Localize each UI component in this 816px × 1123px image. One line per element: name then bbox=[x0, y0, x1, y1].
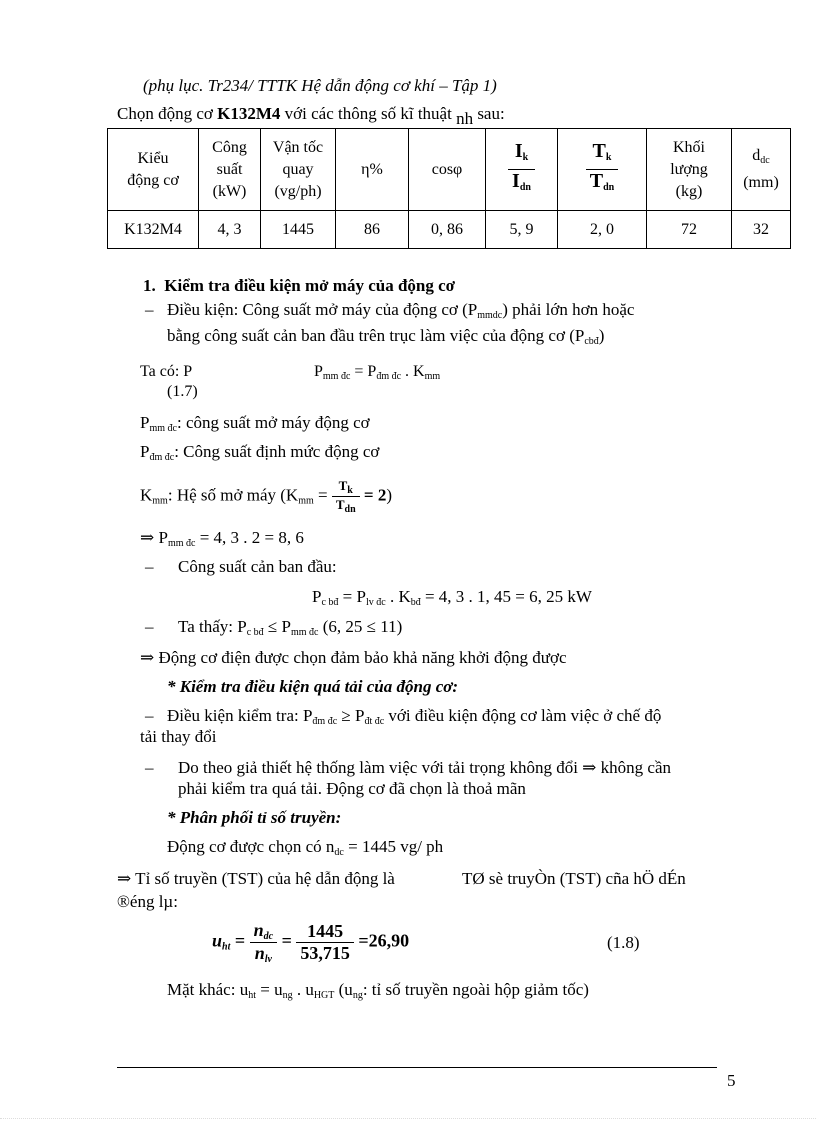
bullet-dash: – bbox=[145, 706, 154, 725]
footer-rule bbox=[117, 1067, 717, 1068]
page-bottom-divider bbox=[0, 1118, 816, 1119]
header-ik-ratio: $\frac{I_k}{I_{dn}}$ bbox=[486, 129, 558, 211]
calc-p-cbd: $P_{c bđ} = P_{lv đc}$ . $K_{bđ} = 4$, 3 . 1, 45 = 6, 25 kW bbox=[312, 587, 592, 608]
cell-cos: 0, 86 bbox=[409, 211, 486, 249]
header-speed: Vận tốc quay (vg/ph) bbox=[261, 129, 336, 211]
equation-number-1-8: (1.8) bbox=[607, 933, 640, 952]
fraction-n-dc-n-lv: $\frac{n_{dc}}{n_{lv}}$ bbox=[250, 920, 277, 965]
ta-co-label: Ta có: P bbox=[140, 363, 193, 380]
initial-resistance-label: Công suất cản ban đầu: bbox=[178, 557, 337, 576]
condition-line-2: bằng công suất cản ban đầu trên trục làm việc của động cơ $(P_{cbđ})$ bbox=[167, 326, 605, 347]
intro-sub: nh bbox=[456, 109, 474, 128]
formula-1-8: $u_{ht}$ = $\frac{n_{dc}}{n_{lv}}$ = $\frac{1445}{53,715}$ =26,90 bbox=[212, 920, 410, 965]
page-number: 5 bbox=[727, 1071, 736, 1090]
transmission-ratio-line-1: ⇒ Tỉ số truyền (TST) của hệ dẫn động là bbox=[117, 869, 395, 888]
def-p-mm: $P_{mm đc}$: công suất mở máy động cơ bbox=[140, 413, 370, 434]
intro-line bbox=[117, 104, 505, 128]
overload-condition-line-2: tải thay đổi bbox=[140, 727, 217, 746]
cell-power: 4, 3 bbox=[199, 211, 261, 249]
bullet-dash: – bbox=[145, 758, 154, 777]
header-diameter: $d_{dc}$ (mm) bbox=[732, 129, 791, 211]
section-1-heading: 1. Kiểm tra điều kiện mở máy của động cơ bbox=[143, 276, 456, 295]
constant-load-line-1: Do theo giả thiết hệ thống làm việc với tải trọng không đổi ⇒ không cần bbox=[178, 758, 671, 777]
intro-pre: Chọn động cơ bbox=[117, 104, 213, 123]
intro-post: với các thông số kĩ thuật bbox=[284, 104, 452, 123]
otherwise-line: Mặt khác: $u_{ht} = u_{ng}$ . $u_{HGT}$ ($u_{ng}$: tỉ số truyền ngoài hộp giảm tốc) bbox=[167, 980, 589, 1001]
equation-number-1-7: (1.7) bbox=[167, 383, 198, 400]
cell-type: K132M4 bbox=[108, 211, 199, 249]
cell-efficiency: 86 bbox=[336, 211, 409, 249]
calc-p-mm: ⇒ $P_{mm đc} = 4$, 3 . 2 = 8, 6 bbox=[140, 528, 304, 549]
cell-diameter: 32 bbox=[732, 211, 791, 249]
constant-load-line-2: phải kiểm tra quá tải. Động cơ đã chọn là thoả mãn bbox=[178, 779, 526, 798]
header-power: Công suất (kW) bbox=[199, 129, 261, 211]
motor-speed-line: Động cơ được chọn có $n_{dc} = 1445$ vg/ ph bbox=[167, 837, 444, 858]
overload-heading: * Kiểm tra điều kiện quá tải của động cơ: bbox=[167, 677, 459, 696]
table-row bbox=[108, 211, 791, 249]
bullet-dash: – bbox=[145, 300, 154, 319]
overload-condition-line-1: Điều kiện kiểm tra: $P_{đm đc} \ge P_{đt đc}$ với điều kiện động cơ làm việc ở chế độ bbox=[167, 706, 662, 727]
conclusion-start: ⇒ Động cơ điện được chọn đảm bảo khả năng khởi động được bbox=[140, 648, 567, 667]
bullet-dash: – bbox=[145, 557, 154, 576]
cell-ik-ratio: 5, 9 bbox=[486, 211, 558, 249]
cell-tk-ratio: 2, 0 bbox=[558, 211, 647, 249]
cell-speed: 1445 bbox=[261, 211, 336, 249]
header-efficiency: η% bbox=[336, 129, 409, 211]
comparison-line: Ta thấy: $P_{c bđ} \le P_{mm đc}$ (6, 25 ≤ 11) bbox=[178, 617, 403, 638]
bullet-dash: – bbox=[145, 617, 154, 636]
header-type: Kiểu động cơ bbox=[108, 129, 199, 211]
k-mm-fraction: $\frac{T_k}{T_{dn}}$ bbox=[332, 478, 360, 515]
motor-spec-table bbox=[107, 128, 791, 249]
intro-tail: sau: bbox=[477, 104, 505, 123]
ratio-distribution-heading: * Phân phối tỉ số truyền: bbox=[167, 808, 342, 827]
motor-model: K132M4 bbox=[217, 104, 281, 123]
header-tk-ratio: $\frac{T_k}{T_{dn}}$ bbox=[558, 129, 647, 211]
equation-1-7: $P_{mm đc} = P_{đm đc}$ . $K_{mm}$ bbox=[314, 363, 441, 382]
def-k-mm: $K_{mm}$: Hệ số mở máy ($K_{mm}$ = $\frac{T_k}{T_{dn}}$ = 2) bbox=[140, 478, 392, 515]
condition-line-1: Điều kiện: Công suất mở máy của động cơ $(P_{mmdc})$ phải lớn hơn hoặc bbox=[167, 300, 635, 321]
header-cos: cosφ bbox=[409, 129, 486, 211]
reference-note: (phụ lục. Tr234/ TTTK Hệ dẫn động cơ khí – Tập 1) bbox=[143, 76, 497, 95]
garbled-font-text: TØ sè truyÒn (TST) cña hÖ dÉn bbox=[462, 869, 686, 888]
header-mass: Khối lượng (kg) bbox=[647, 129, 732, 211]
table-header-row bbox=[108, 129, 791, 211]
cell-mass: 72 bbox=[647, 211, 732, 249]
def-p-dm: $P_{đm đc}$: Công suất định mức động cơ bbox=[140, 442, 380, 463]
fraction-1445-53715: $\frac{1445}{53,715}$ bbox=[296, 921, 354, 964]
transmission-ratio-line-2: ®éng lµ: bbox=[117, 892, 178, 911]
